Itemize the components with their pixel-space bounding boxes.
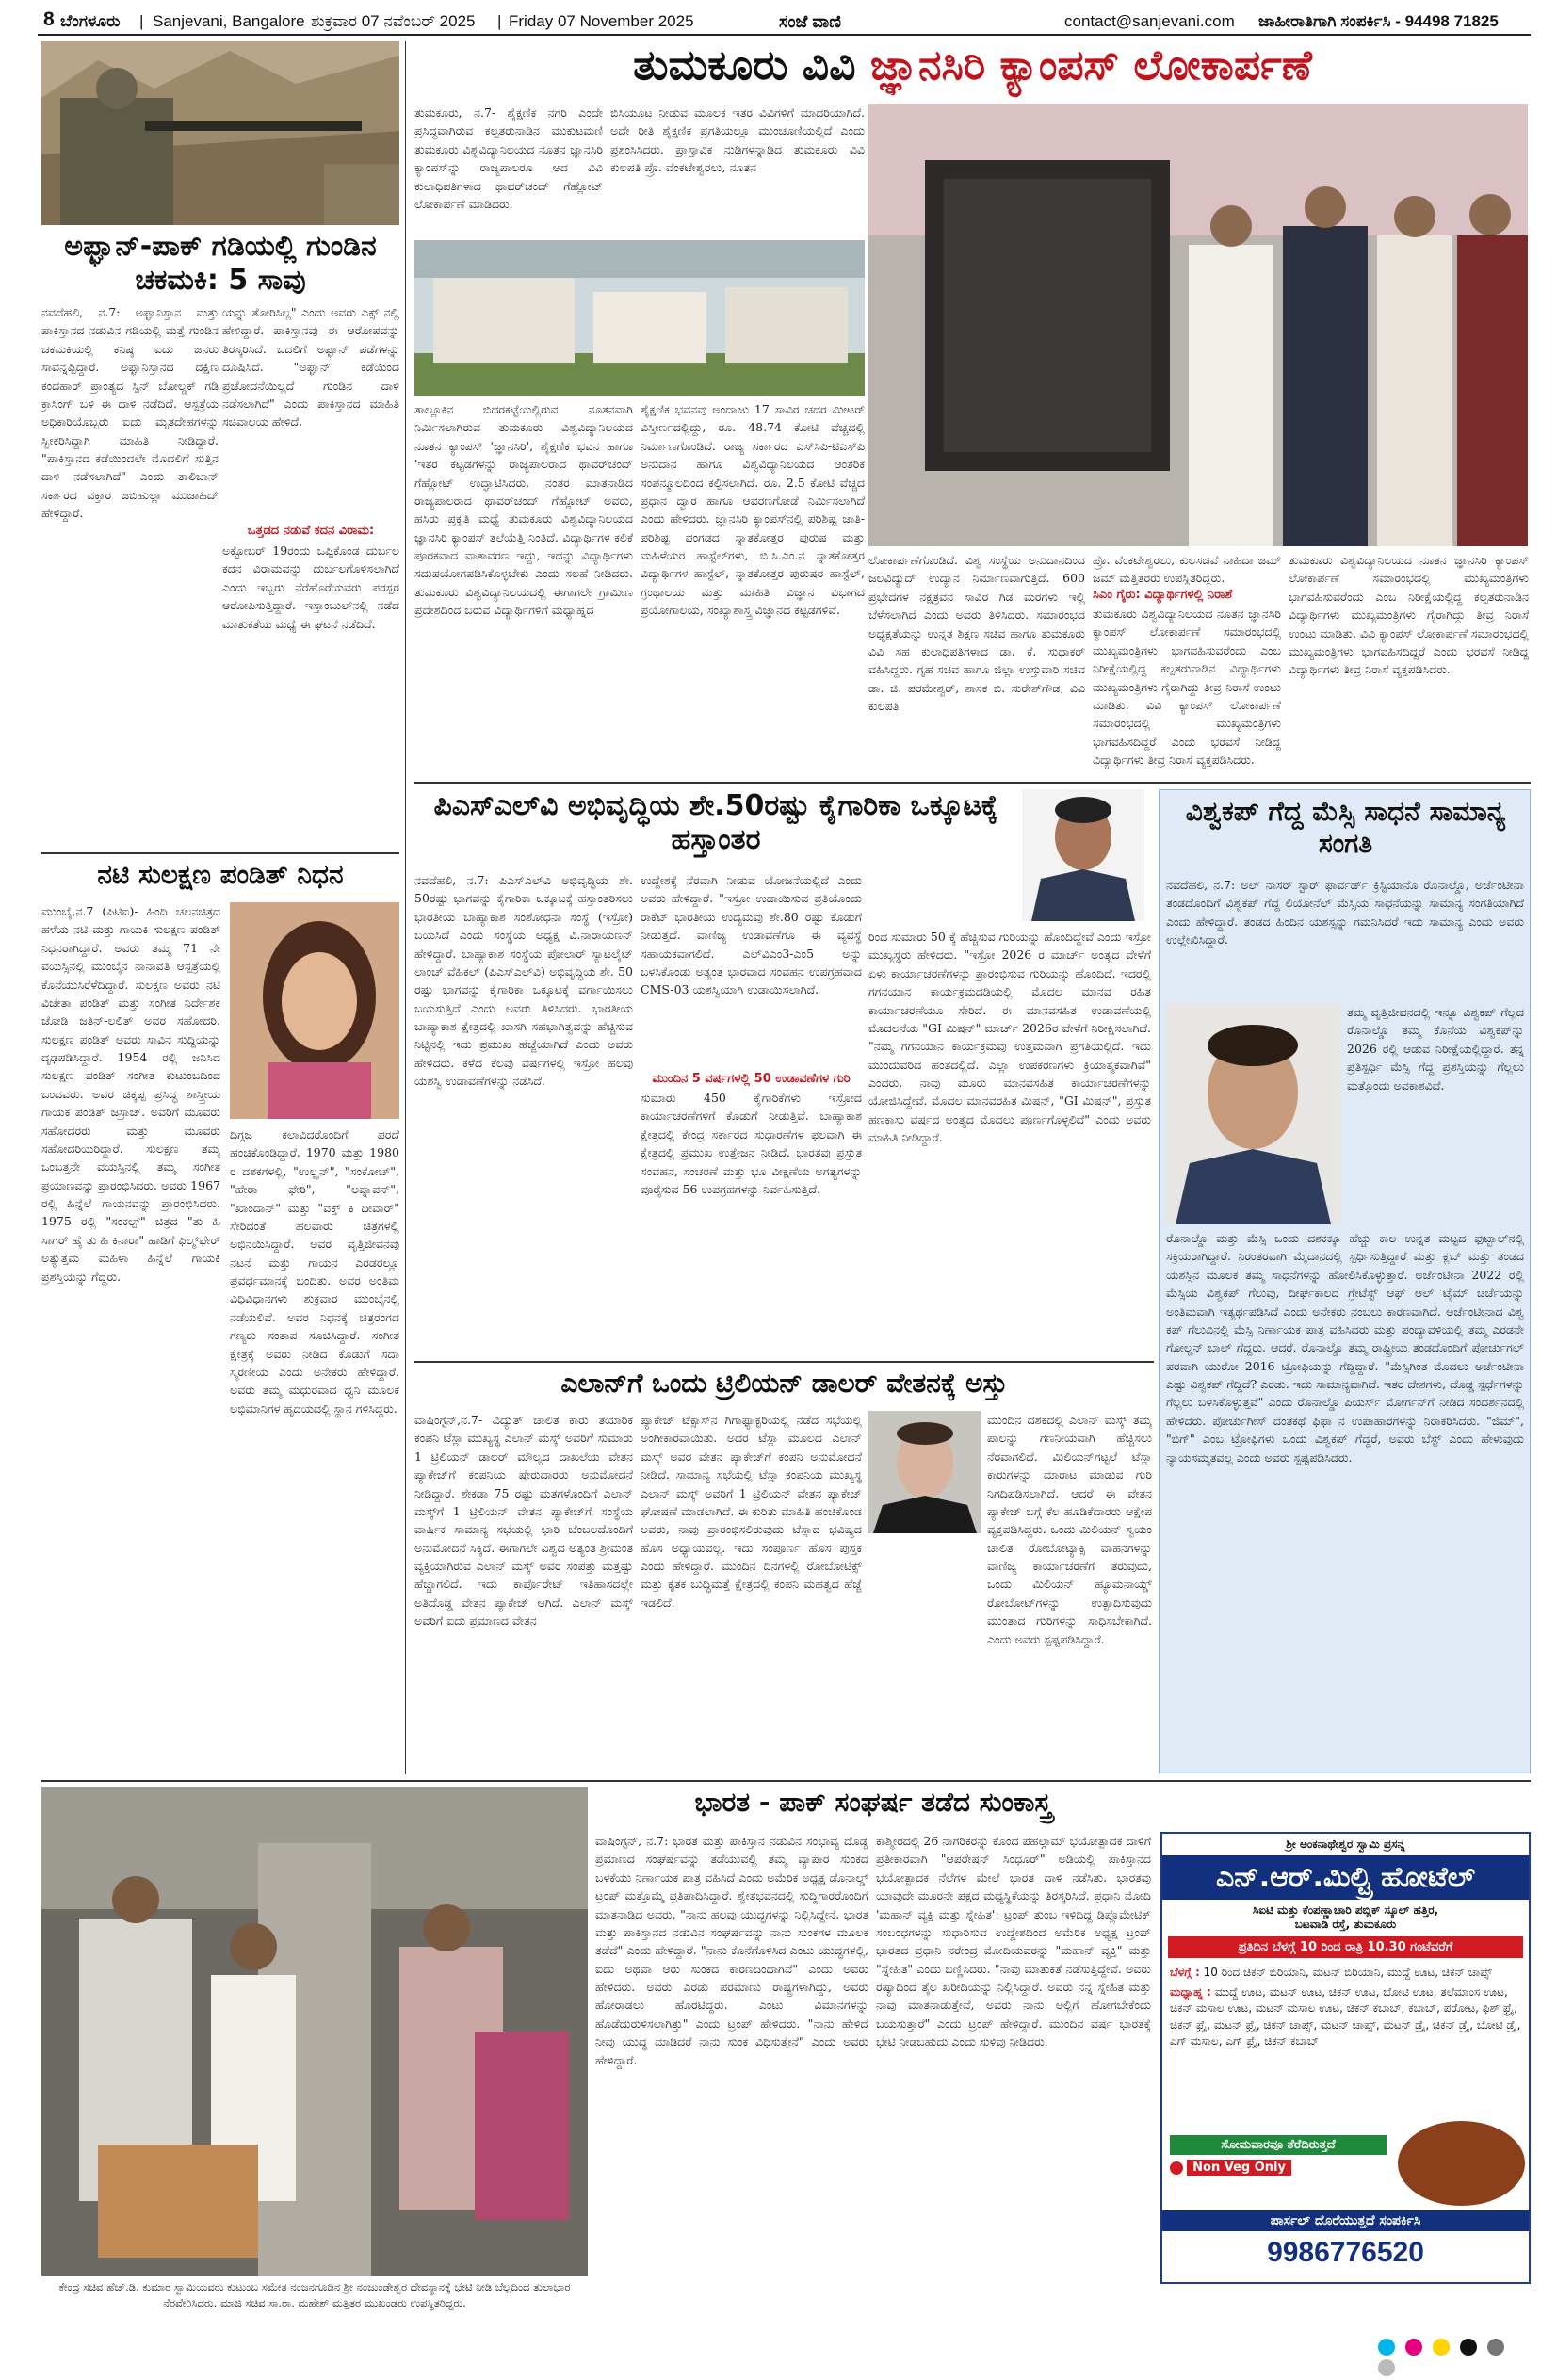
ad-morning-row bbox=[1162, 1963, 1529, 1983]
hotel-advertisement[interactable] bbox=[1160, 1832, 1531, 2284]
black-dot-icon bbox=[1460, 2339, 1477, 2356]
elon-col1: ವಾಷಿಂಗ್ಟನ್,ನ.7- ವಿದ್ಯುತ್ ಚಾಲಿತ ಕಾರು ತಯಾರಿಕ ಕಂಪನಿ ಟೆಸ್ಲಾ ಮುಖ್ಯಸ್ಥ ಎಲಾನ್ ಮಸ್ಕ್ ಅವರಿಗೆ ಸುಮಾರು 1 ಟ್ರಿಲಿಯನ್ ಡಾಲರ್ ಮೌಲ್ಯದ ದಾಖಲೆಯ ವೇತನ ಪ್ಯಾಕೇಜ್‌ಗೆ ಕಂಪನಿಯ ಷೇರುದಾರರು ಅನುಮೋದನೆ ನೀಡಿದ್ದಾರೆ. ಶೇಕಡಾ 75 ರಷ್ಟು ಮತಗಳೊಂದಿಗೆ ಎಲಾನ್ ಮಸ್ಕ್‌ಗೆ 1 ಟ್ರಿಲಿಯನ್ ವೇತನ ಪ್ಯಾಕೇಜ್‌ಗೆ ಸಂಸ್ಥೆಯ ವಾರ್ಷಿಕ ಸಾಮಾನ್ಯ ಸಭೆಯಲ್ಲಿ ಭಾರಿ ಬೆಂಬಲದೊಂದಿಗೆ ಅನುಮೋದನೆ ಸಿಕ್ಕಿದೆ. ಈಗಾಗಲೇ ವಿಶ್ವದ ಅತ್ಯಂತ ಶ್ರೀಮಂತ ವ್ಯಕ್ತಿಯಾಗಿರುವ ಎಲಾನ್ ಮಸ್ಕ್ ಅವರ ಸಂಪತ್ತು ಮತ್ತಷ್ಟು ಹೆಚ್ಚಾಗಲಿದೆ. ಇದು ಕಾರ್ಪೊರೇಟ್ ಇತಿಹಾಸದಲ್ಲೇ ಅತಿದೊಡ್ಡ ವೇತನ ಪ್ಯಾಕೇಜ್ ಆಗಿದೆ. ಎಲಾನ್ ಮಸ್ಕ್ ಅವರಿಗೆ ಐದು ಪ್ರಮಾಣದ ವೇತನ bbox=[414, 1413, 633, 1628]
ad-address1: ಸಿಐಟಿ ಮತ್ತು ಕೆಂಪಣ್ಣಾಚಾರಿ ಪಬ್ಲಿಕ್ ಸ್ಕೂಲ್ ಹತ್ತಿರ, bbox=[1252, 1903, 1439, 1917]
afghan-headline: ಅಫ್ಘಾನ್-ಪಾಕ್ ಗಡಿಯಲ್ಲಿ ಗುಂಡಿನ ಚಕಮಕಿ: 5 ಸಾವು bbox=[64, 230, 377, 297]
actress-col1: ಮುಂಬೈ,ನ.7 (ಪಿಟಿಐ)- ಹಿಂದಿ ಚಲನಚಿತ್ರದ ಹಳೆಯ ನಟಿ ಮತ್ತು ಗಾಯಕಿ ಸುಲಕ್ಷಣ ಪಂಡಿತ್ ನಿಧನರಾಗಿದ್ದಾರೆ. ಅವರು ತಮ್ಮ 71 ನೇ ವಯಸ್ಸಿನಲ್ಲಿ ಮುಂಬೈನ ನಾನಾವತಿ ಆಸ್ಪತ್ರೆಯಲ್ಲಿ ಕೊನೆಯುಸಿರೆಳೆದಿದ್ದಾರೆ. ಸುಲಕ್ಷಣ ಅವರು ನಟಿ ವಿಜೇತಾ ಪಂಡಿತ್ ಮತ್ತು ಸಂಗೀತ ನಿರ್ದೇಶಕ ಜೋಡಿ ಜತಿನ್-ಲಲಿತ್ ಅವರ ಸಹೋದರಿ. ಸುಲಕ್ಷಣ ಪಂಡಿತ್ ಅವರು ಸಾವಿನ ಸುದ್ದಿಯನ್ನು ದೃಢಪಡಿಸಿದ್ದಾರೆ. 1954 ರಲ್ಲಿ ಜನಿಸಿದ ಸುಲಕ್ಷಣ ಪಂಡಿತ್ ಸಂಗೀತ ಕುಟುಂಬದಿಂದ ಬಂದವರು. ಅವರ ಚಿಕ್ಕಪ್ಪ ಪ್ರಸಿದ್ಧ ಶಾಸ್ತ್ರೀಯ ಗಾಯಕ ಪಂಡಿತ್ ಜಸ್ರಾಜ್. ಅವರಿಗೆ ಮೂವರು ಸಹೋದರರು ಮತ್ತು ಮೂವರು ಸಹೋದರಿಯರಿದ್ದಾರೆ. ಸುಲಕ್ಷಣ ತಮ್ಮ ಒಂಬತ್ತನೇ ವಯಸ್ಸಿನಲ್ಲಿ ತಮ್ಮ ಸಂಗೀತ ಪ್ರಯಾಣವನ್ನು ಪ್ರಾರಂಭಿಸಿದರು. ಅವರು 1967 ರಲ್ಲಿ ಹಿನ್ನೆಲೆ ಗಾಯನವನ್ನು ಪ್ರಾರಂಭಿಸಿದರು. 1975 ರಲ್ಲಿ "ಸಂಕಲ್ಪ್" ಚಿತ್ರದ "ತು ಹಿ ಸಾಗರ್ ಹೈ ತು ಹಿ ಕಿನಾರಾ" ಹಾಡಿಗೆ ಫಿಲ್ಮ್‌ಫೇರ್ ಅತ್ಯುತ್ತಮ ಮಹಿಳಾ ಹಿನ್ನೆಲೆ ಗಾಯಕಿ ಪ್ರಶಸ್ತಿಯನ್ನು ಗೆದ್ದರು. bbox=[41, 904, 220, 1284]
actress-photo bbox=[230, 902, 399, 1119]
ad-phone[interactable]: 9986776520 bbox=[1267, 2237, 1424, 2268]
pslv-col3: ರಿಂದ ಸುಮಾರು 50 ಕ್ಕೆ ಹೆಚ್ಚಿಸುವ ಗುರಿಯನ್ನು ಹೊಂದಿದ್ದೇವೆ ಎಂದು ಇಸ್ರೋ ಮುಖ್ಯಸ್ಥರು ಹೇಳಿದರು. "ಇಸ್ರೋ 2026 ರ ಮಾರ್ಚ್ ಅಂತ್ಯದ ವೇಳೆಗೆ ಏಳು ಕಾರ್ಯಾಚರಣೆಗಳನ್ನು ಪ್ರಾರಂಭಿಸುವ ಗುರಿಯನ್ನು ಹೊಂದಿದೆ. ಇದರಲ್ಲಿ ಗಗನಯಾನ ಕಾರ್ಯಕ್ರಮದಡಿಯಲ್ಲಿ ಮೊದಲ ಮಾನವ ರಹಿತ ಕಾರ್ಯಾಚರಣೆಯೂ ಸೇರಿದೆ. ಈ ಮಾನವಸಹಿತ ಉಡಾವಣೆಯಲ್ಲಿ ಮೊದಲನೆಯ "GI ಮಿಷನ್" ಮಾರ್ಚ್ 2026ರ ವೇಳೆಗೆ ನಿರೀಕ್ಷಿಸಲಾಗಿದೆ. "ನಮ್ಮ ಗಗನಯಾನ ಕಾರ್ಯಕ್ರಮವು ಉತ್ತಮವಾಗಿ ಪ್ರಗತಿಯಲ್ಲಿದೆ. ಇದು ಮುಂದುವರಿದ ಹಂತದಲ್ಲಿದೆ. ಎಲ್ಲಾ ಉಪಕರಣಗಳು ಕ್ರಿಯಾತ್ಮಕವಾಗಿವೆ" ಎಂದರು. ನಾವು ಮೂರು ಮಾನವಸಹಿತ ಕಾರ್ಯಾಚರಣೆಗಳನ್ನು ಯೋಜಿಸಿದ್ದೇವೆ. ಮೊದಲ ಮಾನವರಹಿತ ಮಿಷನ್, "GI ಮಿಷನ್", ಪ್ರಸ್ತುತ ಹಣಕಾಸು ವರ್ಷದ ಅಂತ್ಯದ ಮೊದಲು ಪೂರ್ಣಗೊಳ್ಳಲಿದೆ" ಎಂದು ಅವರು ಮಾಹಿತಿ ನೀಡಿದ್ದಾರೆ. bbox=[868, 930, 1151, 1145]
indiapak-col2: ಕಾಶ್ಮೀರದಲ್ಲಿ 26 ನಾಗರಿಕರನ್ನು ಕೊಂದ ಪಹಲ್ಗಾಮ್ ಭಯೋತ್ಪಾದಕ ದಾಳಿಗೆ ಪ್ರತೀಕಾರವಾಗಿ "ಆಪರೇಷನ್ ಸಿಂಧೂರ್" ಅಡಿಯಲ್ಲಿ ಪಾಕಿಸ್ತಾನದ ಭಯೋತ್ಪಾದಕ ನೆಲೆಗಳ ಮೇಲೆ ಭಾರತ ದಾಳಿ ನಡೆಸಿತು. ಭಾರತವು ಯಾವುದೇ ಮೂರನೇ ಪಕ್ಷದ ಮಧ್ಯಸ್ಥಿಕೆಯನ್ನು ತಿರಸ್ಕರಿಸಿದೆ. ಪ್ರಧಾನಿ ಮೋದಿ 'ಮಹಾನ್ ವ್ಯಕ್ತಿ ಮತ್ತು ಸ್ನೇಹಿತ': ಟ್ರಂಪ್ ತುಂಬ ಇಳಿದಿದ್ದ ಡಿಪ್ಲೊಮೇಟಿಕ್ ಸಂಬಂಧಗಳನ್ನು ಸುಧಾರಿಸುವ ಉದ್ದೇಶದಿಂದ ಅಮೆರಿಕ ಅಧ್ಯಕ್ಷ ಟ್ರಂಪ್ ಭಾರತದ ಪ್ರಧಾನಿ ನರೇಂದ್ರ ಮೋದಿಯವರನ್ನು "ಮಹಾನ್ ವ್ಯಕ್ತಿ" ಮತ್ತು "ಸ್ನೇಹಿತ" ಎಂದು ಬಣ್ಣಿಸಿದರು. "ನಾವು ಮಾತುಕತೆ ನಡೆಸುತ್ತಿದ್ದೇವೆ. ಅವರು ರಷ್ಯಾದಿಂದ ತೈಲ ಖರೀದಿಯನ್ನು ನಿಲ್ಲಿಸಿದ್ದಾರೆ. ಅವರು ನನ್ನ ಸ್ನೇಹಿತ ಮತ್ತು ನಾವು ಮಾತನಾಡುತ್ತೇವೆ, ಅವರು ನಾನು ಅಲ್ಲಿಗೆ ಹೋಗಬೇಕೆಂದು ಬಯಸುತ್ತಾರೆ" ಎಂದು ಟ್ರಂಪ್ ಹೇಳಿದ್ದಾರೆ. ಮುಂದಿನ ವರ್ಷ ಭಾರತಕ್ಕೆ ಭೇಟಿ ನೀಡಬಹುದು ಎಂದು ಸುಳಿವು ನೀಡಿದರು. bbox=[876, 1834, 1151, 2049]
gray-dot-icon bbox=[1487, 2339, 1504, 2356]
messi-col1: ನವದೆಹಲಿ, ನ.7: ಅಲ್ ನಾಸರ್ ಸ್ಟಾರ್ ಫಾರ್ವರ್ಡ್ ಕ್ರಿಸ್ಟಿಯಾನೊ ರೊನಾಲ್ಡೊ, ಅರ್ಜೆಂಟೀನಾ ತಂಡದೊಂದಿಗೆ ವಿಶ್ವಕಪ್ ಗೆದ್ದ ಲಿಯೋನೆಲ್ ಮೆಸ್ಸಿಯ ಸಾಧನೆಯನ್ನು ಸಾಮಾನ್ಯ ಸಂಗತಿಯಾಗಿದೆ ಎಂದು ಹೇಳಿದ್ದಾರೆ. ತಂಡದ ಹಿಂದಿನ ಯಶಸ್ಸನ್ನು ಗಮನಿಸಿದರೆ ಇದು ಸಾಮಾನ್ಯ ಎಂದು ಅವರು ಉಲ್ಲೇಖಿಸಿದ್ದಾರೆ. bbox=[1166, 878, 1524, 947]
food-plate-icon bbox=[1398, 2121, 1525, 2206]
lead-col2: ಬಿಸಿಯೂಟ ನೀಡುವ ಮೂಲಕ ಇತರ ವಿವಿಗಳಿಗೆ ಮಾದರಿಯಾಗಿದೆ. ಅದೇ ರೀತಿ ಶೈಕ್ಷಣಿಕ ಪ್ರಗತಿಯಲ್ಲೂ ಮುಂಚೂಣಿಯಲ್ಲಿದೆ ಎಂದು ಪ್ರಶಂಸಿಸಿದರು. ಪ್ರಾಸ್ತಾವಿಕ ನುಡಿಗಳನ್ನಾಡಿದ ತುಮಕೂರು ವಿವಿ ಕುಲಪತಿ ಪ್ರೊ. ವೆಂಕಟೇಶ್ವರಲು, ನೂತನ bbox=[610, 105, 865, 175]
date-kannada: ಶುಕ್ರವಾರ 07 ನವೆಂಬರ್ 2025 bbox=[311, 12, 476, 30]
lead-headline-part1: ತುಮಕೂರು ವಿವಿ bbox=[633, 41, 856, 89]
contact-email[interactable]: contact@sanjevani.com bbox=[1064, 12, 1235, 30]
page-header: 8 ಬೆಂಗಳೂರು | Sanjevani, Bangalore ಶುಕ್ರವಾರ 07 ನವೆಂಬರ್ 2025 | Friday 07 November 2025 ಸಂಜೆ ವಾಣಿ contact@sanjevani.com ಜಾಹೀರಾತಿಗಾಗಿ ಸಂಪರ್ಕಿಸಿ - 94498 71825 bbox=[38, 8, 1531, 36]
lead-col7: ತುಮಕೂರು ವಿಶ್ವವಿದ್ಯಾನಿಲಯದ ನೂತನ ಜ್ಞಾನಸಿರಿ ಕ್ಯಾಂಪಸ್ ಲೋಕಾರ್ಪಣೆ ಸಮಾರಂಭದಲ್ಲಿ ಮುಖ್ಯಮಂತ್ರಿಗಳು ಭಾಗವಹಿಸುವರೆಂದು ಎಂಬ ನಿರೀಕ್ಷೆಯಲ್ಲಿದ್ದ ಕಲ್ಪತರುನಾಡಿನ ವಿದ್ಯಾರ್ಥಿಗಳು ಮುಖ್ಯಮಂತ್ರಿಗಳು ಗೈರಾಗಿದ್ದು ತೀವ್ರ ನಿರಾಸೆ ಉಂಟು ಮಾಡಿತು. ವಿವಿ ಕ್ಯಾಂಪಸ್ ಲೋಕಾರ್ಪಣೆ ಸಮಾರಂಭದಲ್ಲಿ ಮುಖ್ಯಮಂತ್ರಿಗಳು ಭಾಗವಹಿಸದಿದ್ದರೆ ಎಂದು ಭರವಸೆ ನೀಡಿದ್ದ ವಿದ್ಯಾರ್ಥಿಗಳು ತೀವ್ರ ನಿರಾಸೆ ವ್ಯಕ್ತಪಡಿಸಿದರು. bbox=[1289, 553, 1529, 677]
ad-parcel: ಪಾರ್ಸಲ್ ದೊರೆಯುತ್ತದೆ ಸಂಪರ್ಕಿಸಿ bbox=[1162, 2210, 1529, 2231]
elon-headline: ಎಲಾನ್‌ಗೆ ಒಂದು ಟ್ರಿಲಿಯನ್ ಡಾಲರ್ ವೇತನಕ್ಕೆ ಅಸ್ತು bbox=[560, 1368, 1008, 1399]
isro-chief-photo bbox=[1022, 789, 1144, 921]
messi-headline: ವಿಶ್ವಕಪ್ ಗೆದ್ದ ಮೆಸ್ಸಿ ಸಾಧನೆ ಸಾಮಾನ್ಯ ಸಂಗತಿ bbox=[1185, 796, 1506, 859]
lead-col6: ಪ್ರೊ. ವೆಂಕಟೇಶ್ವರಲು, ಕುಲಸಚಿವೆ ನಾಹಿದಾ ಜಮ್ ಜಮ್ ಮತ್ತಿತರರು ಉಪಸ್ಥಿತರಿದ್ದರು. bbox=[1093, 553, 1281, 585]
ad-afternoon-text: ಮುದ್ದೆ ಊಟ, ಮಟನ್ ಊಟ, ಚಿಕನ್ ಊಟ, ಬೋಟಿ ಊಟ, ತಲೆಮಾಂಸ ಊಟ, ಚಿಕನ್ ಮಸಾಲ ಊಟ, ಮಟನ್ ಮಸಾಲ ಊಟ, ಚಿಕನ್ ಕಬಾಬ್, ಕಬಾಬ್, ಪರೋಟ, ಫಿಶ್ ಫ್ರೈ, ಚಿಕನ್ ಫ್ರೈ, ಮಟನ್ ಫ್ರೈ, ಚಿಕನ್ ಚಾಪ್ಸ್, ಮಟನ್ ಚಾಪ್ಸ್, ಮಟನ್ ಡ್ರೈ, ಚಿಕನ್ ಡ್ರೈ, ಬೋಟಿ ಡ್ರೈ, ಎಗ್ ಮಸಾಲ, ಎಗ್ ಫ್ರೈ, ಚಿಕನ್ ಕಬಾಬ್ bbox=[1170, 1984, 1521, 2048]
lead-col6-wrap bbox=[1093, 551, 1281, 777]
ad-morning-text: 10 ರಿಂದ ಚಿಕನ್ ಬಿರಿಯಾನಿ, ಮಟನ್ ಬಿರಿಯಾನಿ, ಮುದ್ದೆ ಊಟ, ಚಿಕನ್ ಚಾಪ್ಸ್ bbox=[1203, 1966, 1492, 1979]
ad-afternoon-row bbox=[1162, 1983, 1529, 2118]
city-label: ಬೆಂಗಳೂರು bbox=[60, 12, 121, 30]
indiapak-col1: ವಾಷಿಂಗ್ಟನ್, ನ.7: ಭಾರತ ಮತ್ತು ಪಾಕಿಸ್ತಾನ ನಡುವಿನ ಸಂಭಾವ್ಯ ದೊಡ್ಡ ಪ್ರಮಾಣದ ಸಂಘರ್ಷವನ್ನು ತಡೆಯುವಲ್ಲಿ ತಮ್ಮ ವ್ಯಾಪಾರ ಸುಂಕದ ಬಳಕೆಯು ನಿರ್ಣಾಯಕ ಪಾತ್ರ ವಹಿಸಿದೆ ಎಂದು ಅಮೆರಿಕ ಅಧ್ಯಕ್ಷ ಡೊನಾಲ್ಡ್ ಟ್ರಂಪ್ ಮತ್ತೊಮ್ಮೆ ಪ್ರತಿಪಾದಿಸಿದ್ದಾರೆ. ಶ್ವೇತಭವನದಲ್ಲಿ ಸುದ್ದಿಗಾರರೊಂದಿಗೆ ಮಾತನಾಡಿದ ಅವರು, "ನಾನು ಹಲವು ಯುದ್ಧಗಳನ್ನು ನಿಲ್ಲಿಸಿದ್ದೇನೆ. ಭಾರತ ಮತ್ತು ಪಾಕಿಸ್ತಾನದ ನಡುವಿನ ಸಂಘರ್ಷವನ್ನು ನಾನು ಸುಂಕಗಳ ಮೂಲಕ ತಡೆದೆ" ಎಂದು ಹೇಳಿದ್ದಾರೆ. "ನಾನು ಕೊನೆಗೊಳಿಸಿದ ಎಂಟು ಯುದ್ಧಗಳಲ್ಲಿ, ಐದು ಅಥವಾ ಆರು ಸುಂಕದ ಕಾರಣದಿಂದಾಗಿವೆ" ಎಂದು ಅವರು ಹೇಳಿದರು. ಅವರು ಎರಡು ಪರಮಾಣು ರಾಷ್ಟ್ರಗಳಾಗಿದ್ದು, ಅವರು ಹೋರಾಡಲು ಹೊರಟಿದ್ದರು. ಎಂಟು ವಿಮಾನಗಳನ್ನು ಹೊಡೆದುರುಳಿಸಲಾಗಿತ್ತು" ಎಂದು ಟ್ರಂಪ್ ಹೇಳಿದರು. "ನಾನು ಹೇಳಿದೆ ನೀವು ಯುದ್ಧ ಮಾಡಿದರೆ ನಾನು ಸುಂಕ ವಿಧಿಸುತ್ತೇನೆ" ಎಂದು ಅವರು ಹೇಳಿದ್ದಾರೆ. bbox=[595, 1834, 868, 2067]
yellow-dot-icon bbox=[1433, 2339, 1450, 2356]
lead-col3: ತಾಲ್ಲೂಕಿನ ಬಿದರಕಟ್ಟೆಯಲ್ಲಿರುವ ನೂತನವಾಗಿ ನಿರ್ಮಿಸಲಾಗಿರುವ ತುಮಕೂರು ವಿಶ್ವವಿದ್ಯಾನಿಲಯದ ನೂತನ ಕ್ಯಾಂಪಸ್ 'ಜ್ಞಾನಸಿರಿ', ಶೈಕ್ಷಣಿಕ ಭವನ ಹಾಗೂ 'ಇತರ ಕಟ್ಟಡಗಳನ್ನು ರಾಜ್ಯಪಾಲರಾದ ಥಾವರ್‌ಚಂದ್ ಗೆಹ್ಲೋಟ್ ಉದ್ಘಾಟಿಸಿದರು. ನಂತರ ಮಾತನಾಡಿದ ರಾಜ್ಯಪಾಲರಾದ ಥಾವರ್‌ಚಂದ್ ಗೆಹ್ಲೋಟ್ ಅವರು, ಹಸಿರು ಪ್ರಕೃತಿ ಮಧ್ಯೆ ತುಮಕೂರು ವಿಶ್ವವಿದ್ಯಾನಿಲಯದ ಜ್ಞಾನಸಿರಿ ಕ್ಯಾಂಪಸ್ ತಲೆಯೆತ್ತಿ ನಿಂತಿದೆ. ವಿದ್ಯಾರ್ಥಿಗಳ ಕಲಿಕೆ ಪೂರಕವಾದ ವಾತಾವರಣ ಇದ್ದು, ಇದನ್ನು ವಿದ್ಯಾರ್ಥಿಗಳು ಸದುಪಯೋಗಪಡಿಸಿಕೊಳ್ಳಬೇಕು ಎಂದು ಸಲಹೆ ನೀಡಿದರು. ತುಮಕೂರು ವಿಶ್ವವಿದ್ಯಾನಿಲಯದಲ್ಲಿ ಈಗಾಗಲೇ ಗ್ರಾಮೀಣ ಪ್ರದೇಶದಿಂದ ಬರುವ ವಿದ್ಯಾರ್ಥಿಗಳಿಗೆ ಮಧ್ಯಾಹ್ನದ bbox=[414, 402, 633, 618]
campus-photo bbox=[414, 240, 865, 396]
lead-col5: ಲೋಕಾರ್ಪಣೆಗೊಂಡಿದೆ. ವಿಶ್ವ ಸಂಸ್ಥೆಯ ಅನುದಾನದಿಂದ ಜಲವಿದ್ಯುದ್ ಉದ್ಯಾನ ನಿರ್ಮಾಣವಾಗುತ್ತಿದೆ. 600 ಪ್ರಭೇದಗಳ ನಕ್ಷತ್ರವನ ಸಾವಿರ ಗಿಡ ಮರಗಳು ಇಲ್ಲಿ ಬೆಳೆಸಲಾಗಿದೆ ಎಂದು ಅವರು ತಿಳಿಸಿದರು. ಸಮಾರಂಭದ ಅಧ್ಯಕ್ಷತೆಯನ್ನು ಉನ್ನತ ಶಿಕ್ಷಣ ಸಚಿವ ಹಾಗೂ ತುಮಕೂರು ವಿವಿ ಸಹ ಕುಲಾಧಿಪತಿಗಳಾದ ಡಾ. ಕೆ. ಸುಧಾಕರ್ ವಹಿಸಿದ್ದರು. ಗೃಹ ಸಚಿವ ಹಾಗೂ ಜಿಲ್ಲಾ ಉಸ್ತುವಾರಿ ಸಚಿವ ಡಾ. ಜಿ. ಪರಮೇಶ್ವರ್, ಶಾಸಕ ಬಿ. ಸುರೇಶ್‌ಗೌಡ, ವಿವಿ ಕುಲಪತಿ bbox=[868, 553, 1085, 713]
lead-subhead: ಸಿಎಂ ಗೈರು: ವಿದ್ಯಾರ್ಥಿಗಳಲ್ಲಿ ನಿರಾಶೆ bbox=[1093, 588, 1233, 602]
inauguration-photo bbox=[868, 104, 1528, 546]
elon-col2: ಪ್ಯಾಕೇಜ್ ಟೆಕ್ಸಾಸ್‌ನ ಗಿಗಾಫ್ಯಾಕ್ಟರಿಯಲ್ಲಿ ನಡೆದ ಸಭೆಯಲ್ಲಿ ಅಂಗೀಕಾರವಾಯಿತು. ಅದರ ಟೆಸ್ಲಾ ಮೂಲದ ಎಲಾನ್ ಮಸ್ಕ್ ಅವರ ವೇತನ ಪ್ಯಾಕೇಜ್‌ಗೆ ಕಂಪನಿ ಅನುಮೋದನೆ ನೀಡಿದೆ. ಸಾಮಾನ್ಯ ಸಭೆಯಲ್ಲಿ ಟೆಸ್ಲಾ ಕಂಪನಿಯ ಮುಖ್ಯಸ್ಥ ಎಲಾನ್ ಮಸ್ಕ್ ಅವರಿಗೆ 1 ಟ್ರಿಲಿಯನ್ ವೇತನ ಪ್ಯಾಕೇಜ್ ಘೋಷಣೆ ಮಾಡಲಾಗಿದೆ. ಈ ಕುರಿತು ಮಾಹಿತಿ ಹಂಚಿಕೊಂಡ ಅವರು, ನಾವು ಪ್ರಾರಂಭಿಸಲಿರುವುದು ಟೆಸ್ಲಾದ ಭವಿಷ್ಯದ ಹೊಸ ಅಧ್ಯಾಯವಲ್ಲ. ಇದು ಸಂಪೂರ್ಣ ಹೊಸ ಪುಸ್ತಕ ಎಂದು ಹೇಳಿದ್ದಾರೆ. ಮುಂದಿನ ದಿನಗಳಲ್ಲಿ ರೋಬೋಟಿಕ್ಸ್ ಮತ್ತು ಕೃತಕ ಬುದ್ಧಿಮತ್ತೆ ಕ್ಷೇತ್ರದಲ್ಲಿ ಕಂಪನಿ ಮಹತ್ವದ ಹೆಜ್ಜೆ ಇಡಲಿದೆ. bbox=[641, 1413, 862, 1610]
ad-timing: ಪ್ರತಿದಿನ ಬೆಳಗ್ಗೆ 10 ರಿಂದ ರಾತ್ರಿ 10.30 ಗಂಟೆವರೆಗೆ bbox=[1168, 1936, 1523, 1958]
elon-col3: ಮುಂದಿನ ದಶಕದಲ್ಲಿ ಎಲಾನ್ ಮಸ್ಕ್ ತಮ್ಮ ಪಾಲನ್ನು ಗಣನೀಯವಾಗಿ ಹೆಚ್ಚಿಸಲು ನೆರವಾಗಲಿದೆ. ಮಿಲಿಯನ್‌ಗಟ್ಟಲೆ ಟೆಸ್ಲಾ ಕಾರುಗಳನ್ನು ಮಾರಾಟ ಮಾಡುವ ಗುರಿ ನಿಗದಿಪಡಿಸಲಾಗಿದೆ. ಆದರೆ ಈ ವೇತನ ಪ್ಯಾಕೇಜ್‌ ಬಗ್ಗೆ ಕೆಲ ಹೂಡಿಕೆದಾರರು ಆಕ್ಷೇಪ ವ್ಯಕ್ತಪಡಿಸಿದ್ದರು. ಒಂದು ಮಿಲಿಯನ್ ಸ್ವಯಂ ಚಾಲಿತ ರೋಬೋಟ್ಯಾಕ್ಸಿ ವಾಹನಗಳನ್ನು ವಾಣಿಜ್ಯ ಕಾರ್ಯಾಚರಣೆಗೆ ತರುವುದು, ಒಂದು ಮಿಲಿಯನ್ ಹ್ಯೂಮನಾಯ್ಡ್ ರೋಬೋಟ್‌ಗಳನ್ನು ಉತ್ಪಾದಿಸುವುದು ಮುಂತಾದ ಗುರಿಗಳನ್ನು ಸಾಧಿಸಬೇಕಾಗಿದೆ. ಎಂದು ಅವರು ಸ್ಪಷ್ಟಪಡಿಸಿದ್ದಾರೆ. bbox=[987, 1413, 1152, 1646]
afghan-col2b: ಅಕ್ಟೋಬರ್ 19ರಂದು ಒಪ್ಪಿಕೊಂಡ ದುರ್ಬಲ ಕದನ ವಿರಾಮವನ್ನು ದುರ್ಬಲಗೊಳಿಸಲಾಗಿದೆ ಎಂದು ಇಬ್ಬರು ನೆರೆಹೊರೆಯವರು ಪರಸ್ಪರ ಆರೋಪಿಸುತ್ತಿದ್ದಾರೆ. ಇಸ್ತಾಂಬುಲ್‌ನಲ್ಲಿ ನಡೆದ ಮಾತುಕತೆಯ ಮಧ್ಯೆ ಈ ಘಟನೆ ನಡೆದಿದೆ. bbox=[222, 543, 399, 631]
pslv-col1: ನವದೆಹಲಿ, ನ.7: ಪಿಎಸ್‌ಎಲ್‌ವಿ ಅಭಿವೃದ್ಧಿಯ ಶೇ. 50ರಷ್ಟು ಭಾಗವನ್ನು ಕೈಗಾರಿಕಾ ಒಕ್ಕೂಟಕ್ಕೆ ಹಸ್ತಾಂತರಿಸಲು ಭಾರತೀಯ ಬಾಹ್ಯಾಕಾಶ ಸಂಶೋಧನಾ ಸಂಸ್ಥೆ (ಇಸ್ರೋ) ಬಯಸಿದೆ ಎಂದು ಸಂಸ್ಥೆಯ ಅಧ್ಯಕ್ಷ ವಿ.ನಾರಾಯಣನ್ ಹೇಳಿದ್ದಾರೆ. ಬಾಹ್ಯಾಕಾಶ ಸಂಸ್ಥೆಯ ಪೋಲಾರ್ ಸ್ಯಾಟಲೈಟ್ ಲಾಂಚ್ ವೆಹಿಕಲ್ (ಪಿಎಸ್‌ಎಲ್‌ವಿ) ಅಭಿವೃದ್ಧಿಯ ಶೇ. 50 ರಷ್ಟು ಭಾಗವನ್ನು ಕೈಗಾರಿಕಾ ಒಕ್ಕೂಟಕ್ಕೆ ವರ್ಗಾಯಿಸಲು ಬಯಸುತ್ತಿದೆ ಎಂದು ಅವರು ತಿಳಿಸಿದರು. ಭಾರತೀಯ ಬಾಹ್ಯಾಕಾಶ ಕ್ಷೇತ್ರದಲ್ಲಿ ಖಾಸಗಿ ಸಹಭಾಗಿತ್ವವನ್ನು ಹೆಚ್ಚಿಸುವ ನಿಟ್ಟಿನಲ್ಲಿ ಇದು ಪ್ರಮುಖ ಹೆಜ್ಜೆಯಾಗಿದೆ ಎಂದು ಅವರು ಹೇಳಿದರು. ಕಳೆದ ಕೆಲವು ವರ್ಷಗಳಲ್ಲಿ ಇಸ್ರೋ ಹಲವು ಯಶಸ್ವಿ ಉಡಾವಣೆಗಳನ್ನು ನಡೆಸಿದೆ. bbox=[414, 873, 633, 1089]
ad-nonveg: Non Veg Only bbox=[1187, 2160, 1291, 2176]
publication-label: Sanjevani, Bangalore bbox=[153, 12, 305, 30]
lead-headline-part2: ಜ್ಞಾನಸಿರಿ ಕ್ಯಾಂಪಸ್ ಲೋಕಾರ್ಪಣೆ bbox=[869, 41, 1312, 89]
lead-headline bbox=[414, 41, 1531, 98]
ronaldo-photo bbox=[1166, 1003, 1340, 1224]
cyan-dot-icon bbox=[1378, 2339, 1395, 2356]
ad-address2: ಬಟವಾಡಿ ರಸ್ತೆ, ತುಮಕೂರು bbox=[1294, 1918, 1397, 1931]
afghan-col2: ಯನ್ನು ತೋರಿಸಿಲ್ಲ" ಎಂದು ಅವರು ಎಕ್ಸ್ ನಲ್ಲಿ ಹೇಳಿದ್ದಾರೆ. ಪಾಕಿಸ್ತಾನವು ಈ ಆರೋಪವನ್ನು ತಿರಸ್ಕರಿಸಿದೆ. ಬದಲಿಗೆ ಅಫ್ಘಾನ್ ಪಡೆಗಳನ್ನು ದೂಷಿಸಿದೆ. "ಅಫ್ಘಾನ್ ಕಡೆಯಿಂದ ಪ್ರಚೋದನೆಯಿಲ್ಲದೆ ಗುಂಡಿನ ದಾಳಿ ನಡೆಸಲಾಗಿದೆ" ಎಂದು ಪಾಕಿಸ್ತಾನದ ಮಾಹಿತಿ ಸಚಿವಾಲಯ ಹೇಳಿದೆ. bbox=[222, 305, 399, 429]
afghan-col2-wrap bbox=[222, 303, 399, 840]
afghan-col1: ನವದೆಹಲಿ, ನ.7: ಅಫ್ಘಾನಿಸ್ತಾನ ಮತ್ತು ಪಾಕಿಸ್ತಾನದ ನಡುವಿನ ಗಡಿಯಲ್ಲಿ ಮತ್ತೆ ಗುಂಡಿನ ಚಕಮಕಿಯಲ್ಲಿ ಕನಿಷ್ಠ ಐದು ಜನರು ಸಾವನ್ನಪ್ಪಿದ್ದಾರೆ. ಅಫ್ಘಾನಿಸ್ತಾನದ ದಕ್ಷಿಣ ಕಂದಹಾರ್ ಪ್ರಾಂತ್ಯದ ಸ್ಪಿನ್ ಬೋಲ್ಡಕ್ ಗಡಿ ಕ್ರಾಸಿಂಗ್ ಬಳಿ ಈ ದಾಳಿ ನಡೆದಿದೆ. ಆಸ್ಪತ್ರೆಯ ಅಧಿಕಾರಿಯೊಬ್ಬರು ಐದು ಮೃತದೇಹಗಳನ್ನು ಸ್ವೀಕರಿಸಿದ್ದಾಗಿ ಮಾಹಿತಿ ನೀಡಿದ್ದಾರೆ. "ಪಾಕಿಸ್ತಾನದ ಕಡೆಯಿಂದಲೇ ಮೊದಲಿಗೆ ಸುತ್ತಿನ ದಾಳಿ ನಡೆಸಲಾಗಿದೆ" ಎಂದು ತಾಲಿಬಾನ್ ಸರ್ಕಾರದ ವಕ್ತಾರ ಜಬಿಹುಲ್ಲಾ ಮುಜಾಹಿದ್ ಹೇಳಿದ್ದಾರೆ. bbox=[41, 305, 219, 521]
ad-nonveg-row bbox=[1170, 2161, 1387, 2175]
ad-contact: ಜಾಹೀರಾತಿಗಾಗಿ ಸಂಪರ್ಕಿಸಿ - 94498 71825 bbox=[1258, 12, 1499, 30]
lead-col1: ತುಮಕೂರು, ನ.7- ಶೈಕ್ಷಣಿಕ ನಗರಿ ಎಂದೇ ಪ್ರಸಿದ್ಧವಾಗಿರುವ ಕಲ್ಪತರುನಾಡಿನ ಮುಕುಟಮಣಿ ತುಮಕೂರು ವಿಶ್ವವಿದ್ಯಾನಿಲಯದ ನೂತನ ಜ್ಞಾನಸಿರಿ ಕ್ಯಾಂಪಸ್‌ನ್ನು ರಾಜ್ಯಪಾಲರೂ ಆದ ವಿವಿ ಕುಲಾಧಿಪತಿಗಳಾದ ಥಾವರ್‌ಚಂದ್ ಗೆಹ್ಲೋಟ್ ಲೋಕಾರ್ಪಣೆ ಮಾಡಿದರು. bbox=[414, 105, 603, 211]
divider bbox=[414, 782, 1531, 784]
actress-headline: ನಟಿ ಸುಲಕ್ಷಣ ಪಂಡಿತ್ ನಿಧನ bbox=[97, 859, 344, 890]
pslv-headline: ಪಿಎಸ್‌ಎಲ್‌ವಿ ಅಭಿವೃದ್ಧಿಯ ಶೇ.50ರಷ್ಟು ಕೈಗಾರಿಕಾ ಒಕ್ಕೂಟಕ್ಕೆ ಹಸ್ತಾಂತರ bbox=[433, 789, 998, 856]
masthead: ಸಂಜೆ ವಾಣಿ bbox=[778, 12, 841, 31]
elon-photo bbox=[868, 1411, 981, 1533]
lead-col6b: ತುಮಕೂರು ವಿಶ್ವವಿದ್ಯಾನಿಲಯದ ನೂತನ ಜ್ಞಾನಸಿರಿ ಕ್ಯಾಂಪಸ್ ಲೋಕಾರ್ಪಣೆ ಸಮಾರಂಭದಲ್ಲಿ ಮುಖ್ಯಮಂತ್ರಿಗಳು ಭಾಗವಹಿಸುವರೆಂದು ಎಂಬ ನಿರೀಕ್ಷೆಯಲ್ಲಿದ್ದ ಕಲ್ಪತರುನಾಡಿನ ವಿದ್ಯಾರ್ಥಿಗಳು ಮುಖ್ಯಮಂತ್ರಿಗಳು ಗೈರಾಗಿದ್ದು ತೀವ್ರ ನಿರಾಸೆ ಉಂಟು ಮಾಡಿತು. ವಿವಿ ಕ್ಯಾಂಪಸ್ ಲೋಕಾರ್ಪಣೆ ಸಮಾರಂಭದಲ್ಲಿ ಮುಖ್ಯಮಂತ್ರಿಗಳು ಭಾಗವಹಿಸದಿದ್ದರೆ ಎಂದು ಭರವಸೆ ನೀಡಿದ್ದ ವಿದ್ಯಾರ್ಥಿಗಳು ತೀವ್ರ ನಿರಾಸೆ ವ್ಯಕ್ತಪಡಿಸಿದರು. bbox=[1093, 607, 1281, 767]
lightgray-dot-icon bbox=[1378, 2359, 1395, 2376]
pslv-col2-wrap bbox=[641, 871, 862, 1356]
ad-monday-open: ಸೋಮವಾರವೂ ತೆರೆದಿರುತ್ತದೆ bbox=[1170, 2135, 1387, 2155]
ad-morning-label: ಬೆಳಗ್ಗೆ : bbox=[1170, 1966, 1200, 1979]
column-divider bbox=[405, 41, 406, 1774]
messi-col2: ತಮ್ಮ ವೃತ್ತಿಜೀವನದಲ್ಲಿ ಇನ್ನೂ ವಿಶ್ವಕಪ್ ಗೆಲ್ಲದ ರೊನಾಲ್ಡೊ ತಮ್ಮ ಕೊನೆಯ ವಿಶ್ವಕಪ್‌ನ್ನು 2026 ರಲ್ಲಿ ಆಡುವ ನಿರೀಕ್ಷೆಯಲ್ಲಿದ್ದಾರೆ. ತನ್ನ ಪ್ರತಿಸ್ಪರ್ಧಿ ಮೆಸ್ಸಿ ಗೆದ್ದ ಪ್ರಶಸ್ತಿಯನ್ನು ಗೆಲ್ಲಲು ಮತ್ತೊಂದು ಅವಕಾಶವಿದೆ. bbox=[1347, 1005, 1524, 1093]
pslv-subhead: ಮುಂದಿನ 5 ವರ್ಷಗಳಲ್ಲಿ 50 ಉಡಾವಣೆಗಳ ಗುರಿ bbox=[652, 1072, 851, 1086]
pslv-col2: ಉದ್ದೇಶಕ್ಕೆ ನೆರವಾಗಿ ನೀಡುವ ಯೋಜನೆಯಲ್ಲಿದೆ ಎಂದು ಅವರು ಹೇಳಿದ್ದಾರೆ. "ಇಸ್ರೋ ಉಡಾಯಿಸುವ ಪ್ರತಿಯೊಂದು ರಾಕೆಟ್ ಭಾರತೀಯ ಉದ್ಯಮವು ಶೇ.80 ರಷ್ಟು ಕೊಡುಗೆ ನೀಡುತ್ತದೆ. ವಾಣಿಜ್ಯ ಉಡಾವಣೆಗೂ ಈ ವ್ಯವಸ್ಥೆ ಸಹಾಯಕವಾಗಲಿದೆ. ಎಲ್‌ವಿಎಂ3-ಎಂ5 ಅನ್ನು ಬಳಸಿಕೊಂಡು ಅತ್ಯಂತ ಭಾರವಾದ ಸಂವಹನ ಉಪಗ್ರಹವಾದ CMS-03 ಯಶಸ್ವಿಯಾಗಿ ಉಡಾಯಿಸಲಾಗಿದೆ. bbox=[641, 873, 862, 997]
divider bbox=[41, 852, 399, 854]
soldier-photo bbox=[41, 41, 399, 225]
magenta-dot-icon bbox=[1405, 2339, 1422, 2356]
divider bbox=[414, 1361, 1154, 1363]
lead-col4: ಶೈಕ್ಷಣಿಕ ಭವನವು ಅಂದಾಜು 17 ಸಾವಿರ ಚದರ ಮೀಟರ್ ವಿಸ್ತೀರ್ಣದಲ್ಲಿದ್ದು, ರೂ. 48.74 ಕೋಟಿ ವೆಚ್ಚದಲ್ಲಿ ನಿರ್ಮಾಣಗೊಂಡಿದೆ. ರಾಜ್ಯ ಸರ್ಕಾರದ ಎಸ್‌ಸಿಪಿ-ಟಿಎಸ್‌ಪಿ ಅನುದಾನ ಹಾಗೂ ವಿಶ್ವವಿದ್ಯಾನಿಲಯದ ಆಂತರಿಕ ಸಂಪನ್ಮೂಲದಿಂದ ಕಲ್ಪಿಸಲಾಗಿದೆ. ರೂ. 2.5 ಕೋಟಿ ವೆಚ್ಚದ ಪ್ರಧಾನ ದ್ವಾರ ಹಾಗೂ ಆವರಣಗೋಡೆ ನಿರ್ಮಿಸಲಾಗಿದೆ ಎಂದು ಹೇಳಿದರು. ಜ್ಞಾನಸಿರಿ ಕ್ಯಾಂಪಸ್‌ನಲ್ಲಿ ಪರಿಶಿಷ್ಟ ಜಾತಿ-ಪರಿಶಿಷ್ಟ ಪಂಗಡದ ಸ್ನಾತಕೋತ್ತರ ಪುರುಷ ಮತ್ತು ಮಹಿಳೆಯರ ಹಾಸ್ಟೆಲ್‌ಗಳು, ಬಿ.ಸಿ.ಎಂ.ನ ಸ್ನಾತಕೋತ್ತರ ವಿದ್ಯಾರ್ಥಿಗಳ ಹಾಸ್ಟೆಲ್, ಸ್ನಾತಕೋತ್ತರ ಪುರುಷರ ಹಾಸ್ಟೆಲ್, ಗ್ರಂಥಾಲಯ ಮತ್ತು ಮಾಹಿತಿ ವಿಜ್ಞಾನ ವಿಭಾಗದ ಪ್ರಯೋಗಾಲಯ, ಸಂಖ್ಯಾಶಾಸ್ತ್ರ ವಿಜ್ಞಾನದ ಕಟ್ಟಡಗಳಿವೆ. bbox=[641, 402, 865, 618]
ad-hotel-name: ಎನ್.ಆರ್.ಮಿಲ್ಟ್ರಿ ಹೋಟೆಲ್ bbox=[1162, 1855, 1529, 1900]
nonveg-dot-icon bbox=[1170, 2161, 1183, 2175]
date-english: Friday 07 November 2025 bbox=[509, 12, 694, 30]
tulabhara-photo bbox=[41, 1787, 588, 2276]
color-registration-marks bbox=[1378, 2339, 1529, 2359]
indiapak-headline: ಭಾರತ - ಪಾಕ್ ಸಂಘರ್ಷ ತಡೆದ ಸುಂಕಾಸ್ತ್ರ bbox=[694, 1787, 1052, 1818]
pslv-col2b: ಸುಮಾರು 450 ಕೈಗಾರಿಕೆಗಳು ಇಸ್ರೋದ ಕಾರ್ಯಾಚರಣೆಗಳಿಗೆ ಕೊಡುಗೆ ನೀಡುತ್ತಿವೆ. ಬಾಹ್ಯಾಕಾಶ ಕ್ಷೇತ್ರದಲ್ಲಿ ಕೇಂದ್ರ ಸರ್ಕಾರದ ಸುಧಾರಣೆಗಳ ಫಲವಾಗಿ ಈ ಕ್ಷೇತ್ರದಲ್ಲಿ ಪ್ರಮುಖ ಉತ್ತೇಜನ ನೀಡಿದೆ. ಭಾರತವು ಪ್ರಸ್ತುತ ಸಂವಹನ, ಸಂಚರಣೆ ಮತ್ತು ಭೂ ವೀಕ್ಷಣೆಯ ಅಗತ್ಯಗಳನ್ನು ಪೂರೈಸುವ 56 ಉಪಗ್ರಹಗಳನ್ನು ನಿರ್ವಹಿಸುತ್ತಿದೆ. bbox=[641, 1091, 862, 1196]
divider bbox=[41, 1780, 1531, 1782]
page-number: 8 bbox=[43, 8, 55, 30]
photo-caption: ಕೇಂದ್ರ ಸಚಿವ ಹೆಚ್.ಡಿ. ಕುಮಾರ ಸ್ವಾಮಿಯವರು ಕುಟುಂಬ ಸಮೇತ ನಂಜನಗೂಡಿನ ಶ್ರೀ ನಂಜುಂಡೇಶ್ವರ ದೇವಸ್ಥಾನಕ್ಕೆ ಭೇಟಿ ನೀಡಿ ಬೆಲ್ಲದಿಂದ ತುಲಾಭಾರ ನೆರವೇರಿಸಿದರು. ಮಾಜಿ ಸಚಿವ ಸಾ.ರಾ. ಮಹೇಶ್ ಮತ್ತಿತರ ಮುಖಂಡರು ಉಪಸ್ಥಿತರಿದ್ದರು. bbox=[58, 2280, 571, 2309]
ad-afternoon-label: ಮಧ್ಯಾಹ್ನ : bbox=[1170, 1984, 1211, 1999]
ad-blessing: ಶ್ರೀ ಅಂಕನಾಥೇಶ್ವರ ಸ್ವಾಮಿ ಪ್ರಸನ್ನ bbox=[1286, 1838, 1405, 1851]
actress-col2: ದಿಗ್ಗಜ ಕಲಾವಿದರೊಂದಿಗೆ ಪರದೆ ಹಂಚಿಕೊಂಡಿದ್ದಾರೆ. 1970 ಮತ್ತು 1980 ರ ದಶಕಗಳಲ್ಲಿ, "ಉಲ್ಝನ್", "ಸಂಕೋಚ್", "ಹೇರಾ ಫೇರಿ", "ಅಪ್ನಾಪನ್", "ಖಾಂದಾನ್" ಮತ್ತು "ವಕ್ತ್ ಕಿ ದೀವಾರ್" ಸೇರಿದಂತೆ ಹಲವಾರು ಚಿತ್ರಗಳಲ್ಲಿ ಅಭಿನಯಿಸಿದ್ದಾರೆ. ಅವರ ವೃತ್ತಿಜೀವನವು ನಟನೆ ಮತ್ತು ಗಾಯನ ಎರಡರಲ್ಲೂ ಪ್ರವರ್ಧಮಾನಕ್ಕೆ ಬಂದಿತು. ಅವರ ಅಂತಿಮ ವಿಧಿವಿಧಾನಗಳು ಶುಕ್ರವಾರ ಮುಂಬೈನಲ್ಲಿ ನಡೆಯಲಿವೆ. ಅವರ ನಿಧನಕ್ಕೆ ಚಿತ್ರರಂಗದ ಗಣ್ಯರು ಸಂತಾಪ ಸೂಚಿಸಿದ್ದಾರೆ. ಸಂಗೀತ ಕ್ಷೇತ್ರಕ್ಕೆ ಅವರು ನೀಡಿದ ಕೊಡುಗೆ ಸದಾ ಸ್ಮರಣೀಯ ಎಂದು ಅನೇಕರು ಹೇಳಿದ್ದಾರೆ. ಅವರು ತಮ್ಮ ಮಧುರವಾದ ಧ್ವನಿ ಮೂಲಕ ಅಭಿಮಾನಿಗಳ ಹೃದಯದಲ್ಲಿ ಸ್ಥಾನ ಗಳಿಸಿದ್ದರು. bbox=[230, 1127, 399, 1416]
afghan-subhead: ಒತ್ತಡದ ನಡುವೆ ಕದನ ವಿರಾಮ: bbox=[247, 524, 375, 538]
messi-col3: ರೊನಾಲ್ಡೊ ಮತ್ತು ಮೆಸ್ಸಿ ಒಂದು ದಶಕಕ್ಕೂ ಹೆಚ್ಚು ಕಾಲ ಉನ್ನತ ಮಟ್ಟದ ಫುಟ್ಬಾಲ್‌ನಲ್ಲಿ ಸಕ್ರಿಯರಾಗಿದ್ದಾರೆ. ನಿರಂತರವಾಗಿ ಮೈದಾನದಲ್ಲಿ ಸ್ಪರ್ಧಿಸುತ್ತಿದ್ದಾರೆ ಮತ್ತು ಕ್ಲಬ್ ಮತ್ತು ತಂಡದ ಯಶಸ್ಸಿನ ಮೂಲಕ ತಮ್ಮ ಸಾಧನೆಗಳನ್ನು ಹೋಲಿಸಿಕೊಳ್ಳುತ್ತಾರೆ. ಅರ್ಜೆಂಟೀನಾ 2022 ರಲ್ಲಿ ಮೆಸ್ಸಿಯ ವಿಶ್ವಕಪ್ ಗೆಲುವು, ದೀರ್ಘಕಾಲದ ಗ್ರೇಟೆಸ್ಟ್ ಆಫ್ ಆಲ್ ಟೈಮ್ ಚರ್ಚೆಯನ್ನು ಅಂತಿಮವಾಗಿ ಇತ್ಯರ್ಥಪಡಿಸಿದೆ ಎಂದು ಅನೇಕರು ನಂಬಲು ಕಾರಣವಾಗಿದೆ. ಅರ್ಜೆಂಟೀನಾದ ವಿಶ್ವ ಕಪ್ ಗೆಲುವಿನಲ್ಲಿ ಮೆಸ್ಸಿ ನಿರ್ಣಾಯಕ ಪಾತ್ರ ವಹಿಸಿದರು ಮತ್ತು ಪಂದ್ಯಾವಳಿಯಲ್ಲಿ ತಮ್ಮ ಎರಡನೇ ಗೋಲ್ಡನ್ ಬಾಲ್ ಗೆದ್ದರು. ಆದರೆ, ರೊನಾಲ್ಡೊ ತಮ್ಮ ರಾಷ್ಟ್ರೀಯ ತಂಡದೊಂದಿಗೆ ಪೋರ್ಚುಗಲ್ ಪರವಾಗಿ ಯುರೋ 2016 ಟ್ರೋಫಿಯನ್ನು ಗೆದ್ದಿದ್ದಾರೆ. "ಮೆಸ್ಸಿಗಿಂತ ಮೊದಲು ಅರ್ಜೆಂಟೀನಾ ಎಷ್ಟು ವಿಶ್ವಕಪ್ ಗೆದ್ದಿದೆ? ಎರಡು. ಇದು ಸಾಮಾನ್ಯವಾಗಿದೆ. ಇತರ ದೇಶಗಳು, ದೊಡ್ಡ ಸ್ಪರ್ಧೆಗಳನ್ನು ಗೆಲ್ಲಲು ಬಳಸಿಕೊಳ್ಳುತ್ತವೆ" ಎಂದು ರೊನಾಲ್ಡೊ ಪಿಯರ್ಸ್ ಮೋರ್ಗನ್‌ಗೆ ನೀಡಿದ ಸಂದರ್ಶನದಲ್ಲಿ ಹೇಳಿದರು. ಪೋರ್ಚುಗೀಸ್ ದಂತಕಥೆ ಫಿಫಾ ನ ಉಪಾಹಾರಗಳನ್ನು ನಿರಾಕರಿಸಿದರು. "ಜಿಮ್", "ಬಿಗ್" ಎಂಬ ಟ್ರೋಫಿಗಳು ಒಂದು ವಿಶ್ವಕಪ್ ಗೆದ್ದರೆ, ಅವರು ಬೆಸ್ಟ್ ಎಂದು ಹೇಳುವುದು ನ್ಯಾಯಸಮ್ಮತವಲ್ಲ ಎಂದು ಅವರು ಸ್ಪಷ್ಟಪಡಿಸಿದರು. bbox=[1166, 1231, 1524, 1465]
